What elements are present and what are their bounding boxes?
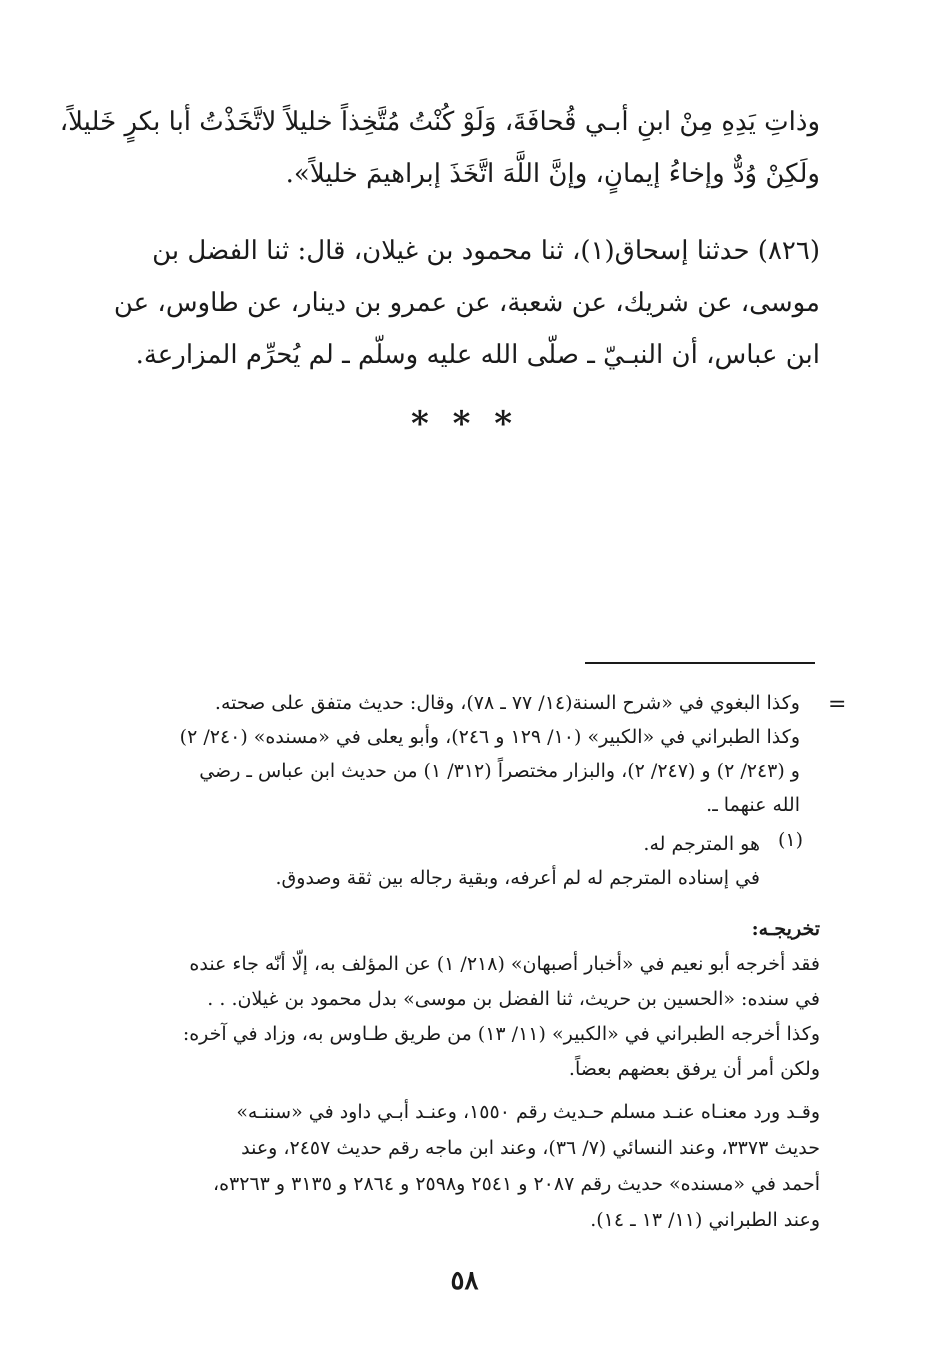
footnote-continuation-mark: = [828,692,847,717]
takhrij-heading: تخريجـه: [751,918,820,940]
footnote-1-block [110,827,760,895]
footnote-line: أحمد في «مسنده» حديث رقم ٢٠٨٧ و ٢٥٤١ و٢٥٩٨ و ٢٨٦٤ و ٣١٣٥ و ٣٢٦٣ه، [212,1173,820,1195]
page-number: ٥٨ [450,1266,479,1296]
footnote-number: (١) [778,829,804,851]
hadith-826-paragraph [110,225,820,381]
footnote-line: وكذا أخرجه الطبراني في «الكبير» (١١/ ١٣) من طريق طـاوس به، وزاد في آخره: [182,1023,820,1045]
footnote-line: الله عنهما ـ. [706,794,800,816]
footnote-divider [585,662,815,664]
footnote-line: وكذا الطبراني في «الكبير» (١٠/ ١٢٩ و ٢٤٦)، وأبو يعلى في «مسنده» (٢٤٠/ ٢) [179,726,800,748]
text-line: ولَكِنْ وُدٌّ وإخاءُ إيمانٍ، وإنَّ اللَّهَ اتَّخَذَ إبراهيمَ خليلاً». [285,159,820,189]
footnote-line: فقد أخرجه أبو نعيم في «أخبار أصبهان» (٢١٨/ ١) عن المؤلف به، إلّا أنّه جاء عنده [189,953,820,975]
text-line: موسى، عن شريك، عن شعبة، عن عمرو بن دينار، عن طاوس، عن [113,288,820,318]
section-separator: * * * [410,404,518,444]
footnote-line: ولكن أمر أن يرفق بعضهم بعضاً. [568,1058,820,1080]
footnote-line: حديث ٣٣٧٣، وعند النسائي (٧/ ٣٦)، وعند ابن ماجه رقم حديث ٢٤٥٧، وعند [241,1137,820,1159]
footnote-line: و (٢٤٣/ ٢) و (٢٤٧/ ٢)، والبزار مختصراً (٣١٢/ ١) من حديث ابن عباس ـ رضي [199,760,800,782]
text-line: ابن عباس، أن النبـيّ ـ صلّى الله عليه وسلّم ـ لم يُحرِّم المزارعة. [135,340,820,370]
footnote-line: في إسناده المترجم له لم أعرفه، وبقية رجاله بين ثقة وصدوق. [275,867,760,889]
footnote-continued-block [110,686,800,822]
footnote-line: وكذا البغوي في «شرح السنة(١٤/ ٧٧ ـ ٧٨)، وقال: حديث متفق على صحته. [214,692,800,714]
text-line: (٨٢٦) حدثنا إسحاق(١)، ثنا محمود بن غيلان، قال: ثنا الفضل بن [152,236,820,266]
footnote-line: هو المترجم له. [643,833,760,855]
footnote-line: وعند الطبراني (١١/ ١٣ ـ ١٤). [590,1209,820,1231]
footnote-line: وقـد ورد معنـاه عنـد مسلم حـديث رقم ١٥٥٠، وعنـد أبـي داود في «سننـه» [236,1101,820,1123]
main-paragraph-1 [59,96,820,200]
takhrij-references-block [110,1094,820,1238]
text-line: وذاتِ يَدِهِ مِنْ ابنِ أبـي قُحافَةَ، وَلَوْ كُنْتُ مُتَّخِذاً خليلاً لاتَّخَذْتُ أبا بكرٍ خَليلاً، [59,107,820,137]
takhrij-block [110,912,820,1087]
footnote-line: في سنده: «الحسين بن حريث، ثنا الفضل بن موسى» بدل محمود بن غيلان. . . [207,988,820,1010]
